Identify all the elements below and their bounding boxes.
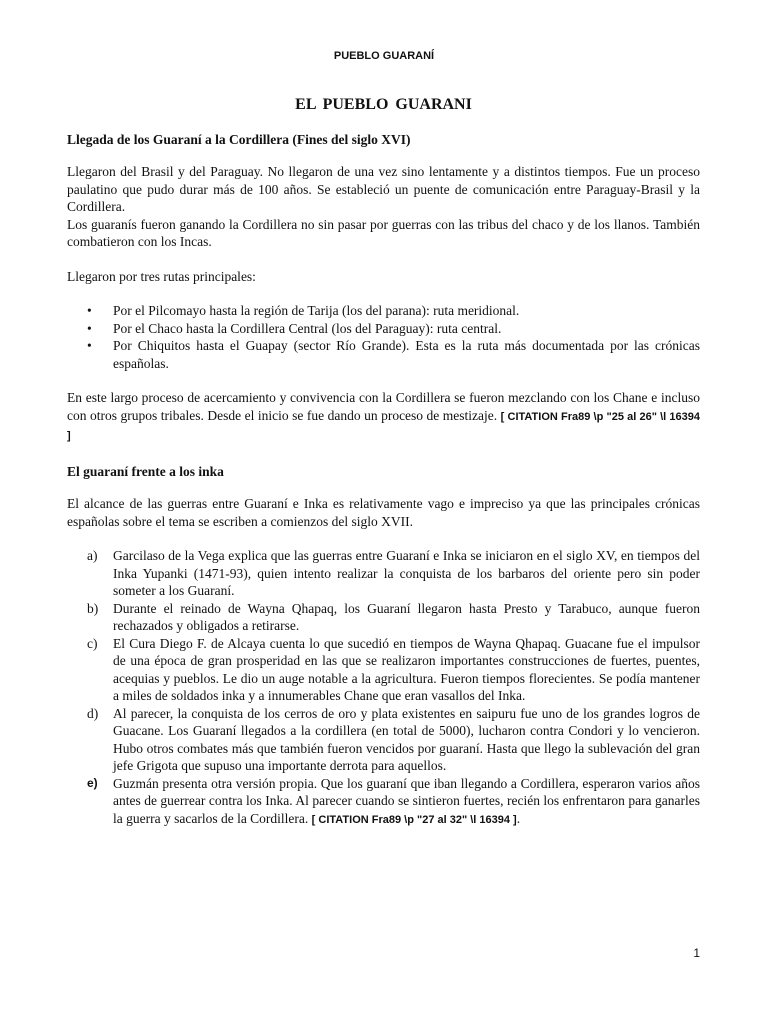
list-item	[67, 547, 700, 600]
list-item-text: El Cura Diego F. de Alcaya cuenta lo que sucedió en tiempos de Wayna Qhapaq. Guacane fue el impulsor de una época de gran prosperidad en las que se realizaron importantes construcciones de fuertes, puentes, acequias y pueblos. Le dio un auge notable a la agricultura. Fueron tiempos florecientes. Se podía mantener a miles de soldados inka y a innumerables Chane que eran vasallos del Inka.	[113, 635, 700, 703]
list-item	[67, 775, 700, 830]
list-marker: a)	[87, 548, 98, 563]
section-heading-llegada: Llegada de los Guaraní a la Cordillera (Fines del siglo XVI)	[67, 131, 411, 147]
routes-list	[67, 302, 700, 372]
list-marker: e)	[87, 775, 98, 790]
paragraph: El alcance de las guerras entre Guaraní e Inka es relativamente vago e impreciso ya que las principales crónicas españolas sobre el tema se escriben a comienzos del siglo XVII.	[67, 496, 700, 529]
list-marker: c)	[87, 635, 98, 651]
list-marker: b)	[87, 600, 99, 616]
list-item-text: Por el Chaco hasta la Cordillera Central (los del Paraguay): ruta central.	[113, 320, 502, 336]
list-item-text: Por el Pilcomayo hasta la región de Tarija (los del parana): ruta meridional.	[113, 303, 520, 318]
list-item	[67, 635, 700, 705]
list-item-text: Durante el reinado de Wayna Qhapaq, los Guaraní llegaron hasta Presto y Tarabuco, aunque fueron rechazados y obligados a retirarse.	[113, 600, 700, 633]
list-item-text: Guzmán presenta otra versión propia. Que los guaraní que iban llegando a Cordillera, esperaron varios años antes de guerrear contra los Inka. Al parecer cuando se sintieron fuertes, recién los enfrentaron para ganarles la guerra y sacarlos de la Cordillera.	[113, 775, 700, 826]
paragraph-text: En este largo proceso de acercamiento y convivencia con la Cordillera se fueron mezclando con los Chane e incluso con otros grupos tribales. Desde el inicio se fue dando un proceso de mestizaje.	[67, 390, 700, 423]
list-item	[67, 302, 700, 320]
events-list	[67, 547, 700, 829]
paragraph: Llegaron por tres rutas principales:	[67, 268, 256, 284]
list-marker: d)	[87, 705, 99, 721]
list-item-text: Por Chiquitos hasta el Guapay (sector Río Grande). Esta es la ruta más documentada por las crónicas españolas.	[113, 338, 700, 371]
section-heading-inka: El guaraní frente a los inka	[67, 463, 224, 479]
punctuation: .	[516, 810, 521, 826]
list-item	[67, 600, 700, 635]
list-item	[67, 705, 700, 775]
list-item-text: Al parecer, la conquista de los cerros de oro y plata existentes en saipuru fue uno de los grandes logros de Guacane. Los Guaraní llegados a la cordillera (en total de 5000), lucharon contra Condori y lo vencieron. Hubo otros combates más que también fueron vencidos por guaraní. Hasta que llego la sublevación del gran jefe Grigota que supuso una importante derrota para aquellos.	[113, 705, 700, 773]
bullet-icon: •	[87, 320, 92, 336]
list-item	[67, 320, 700, 338]
paragraph	[67, 389, 700, 446]
running-header: PUEBLO GUARANÍ	[333, 50, 435, 62]
list-item-text: Garcilaso de la Vega explica que las guerras entre Guaraní e Inka se iniciaron en el siglo XV, en tiempos del Inka Yupanki (1471-93), quien intento realizar la conquista de los barbaros del oriente pero sin poder someter a los Guaraní.	[113, 548, 700, 598]
paragraph: Llegaron del Brasil y del Paraguay. No llegaron de una vez sino lentamente y a distintos tiempos. Fue un proceso paulatino que pudo durar más de 100 años. Se estableció un puente de comunicación entre Paraguay-Brasil y la Cordillera.	[67, 164, 700, 214]
document-body	[67, 96, 700, 829]
bullet-icon: •	[87, 338, 92, 353]
citation-field: [ CITATION Fra89 \p "25 al 26" \l 16394 ]	[67, 410, 701, 442]
bullet-icon: •	[87, 303, 92, 318]
paragraph: Los guaranís fueron ganando la Cordillera no sin pasar por guerras con las tribus del chaco y de los llanos. También combatieron con los Incas.	[67, 216, 700, 249]
document-title: EL PUEBLO GUARANI	[295, 96, 472, 113]
list-item	[67, 337, 700, 372]
page-number: 1	[693, 946, 700, 960]
citation-field: [ CITATION Fra89 \p "27 al 32" \l 16394 ]	[311, 813, 517, 826]
